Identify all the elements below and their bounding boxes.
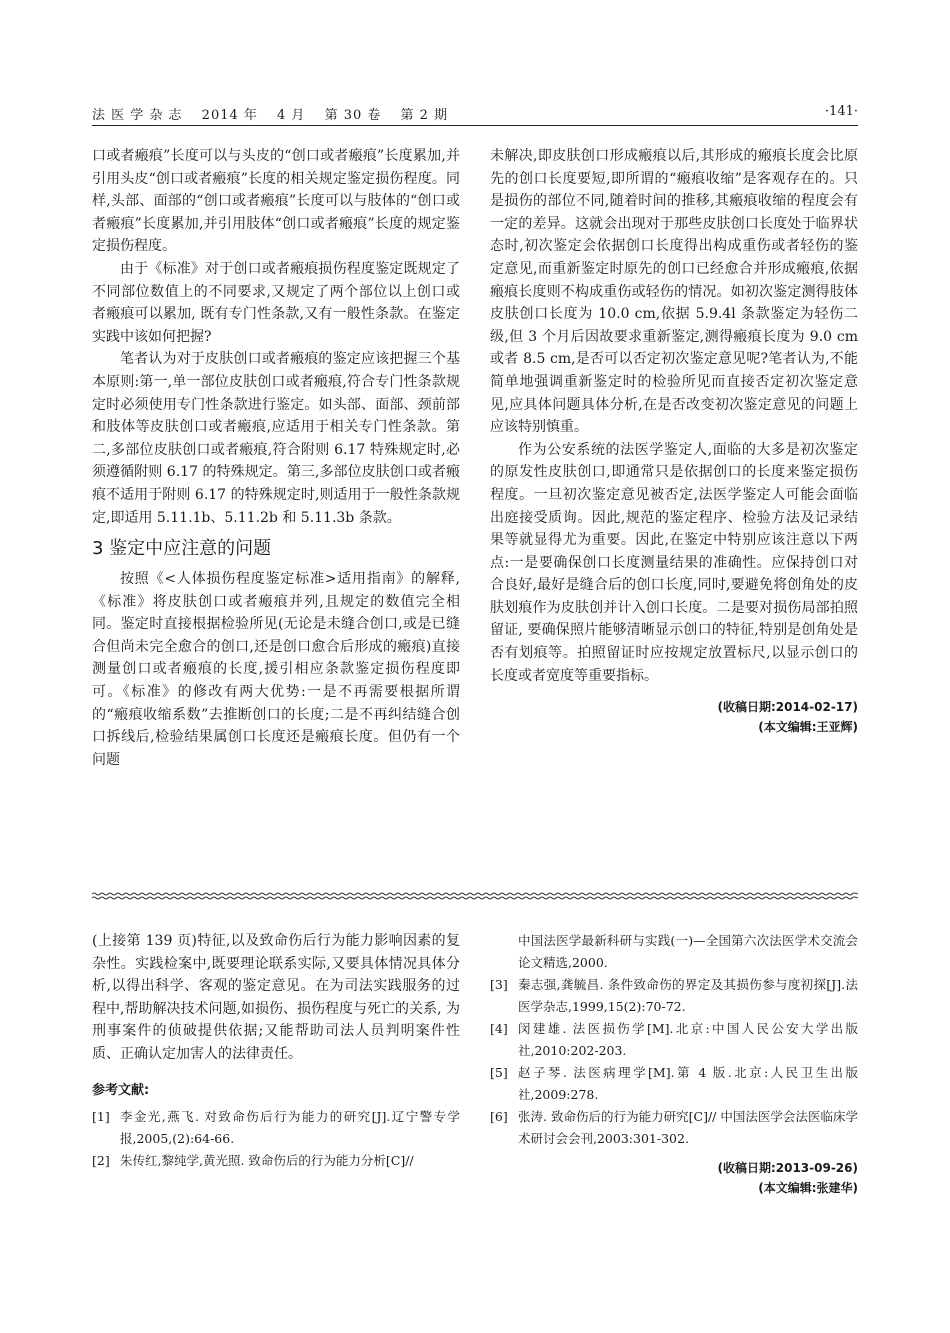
running-header xyxy=(92,104,462,123)
upper-left-column xyxy=(92,145,460,771)
issue-volume: 第 30 卷 xyxy=(324,108,382,123)
reference-text: 秦志强,龚毓昌. 条件致命伤的界定及其损伤参与度初探[J].法医学杂志,1999,15(2):70-72. xyxy=(518,977,858,1014)
issue-year: 2014 年 xyxy=(201,108,258,123)
reference-continuation: 中国法医学最新科研与实践(一)—全国第六次法医学术交流会论文精选,2000. xyxy=(518,933,858,970)
reference-item xyxy=(490,1106,858,1150)
reference-number: [6] xyxy=(490,1109,508,1124)
reference-text: 李金光,燕飞. 对致命伤后行为能力的研究[J].辽宁警专学报,2005,(2):64-66. xyxy=(120,1109,460,1147)
issue-month: 4 月 xyxy=(277,108,306,123)
header-rule xyxy=(92,125,858,126)
reference-item xyxy=(490,974,858,1018)
received-date: (收稿日期:2014-02-17) xyxy=(717,700,858,715)
paragraph: 口或者瘢痕”长度可以与头皮的“创口或者瘢痕”长度累加,并引用头皮“创口或者瘢痕”长度的相关规定鉴定损伤程度。同样,头部、面部的“创口或者瘢痕”长度可以与肢体的“创口或者瘢痕”长度累加,并引用肢体“创口或者瘢痕”长度的规定鉴定损伤程度。 xyxy=(92,148,460,255)
reference-text: 朱传红,黎纯学,黄光照. 致命伤后的行为能力分析[C]// xyxy=(120,1153,414,1169)
reference-text: 赵子琴. 法医病理学[M].第 4 版.北京:人民卫生出版社,2009:278. xyxy=(518,1065,858,1102)
reference-text: 张涛. 致命伤后的行为能力研究[C]// 中国法医学会法医临床学术研讨会会刊,2003:301-302. xyxy=(518,1109,858,1146)
journal-name: 法 医 学 杂 志 xyxy=(92,108,183,123)
paragraph: (上接第 139 页)特征,以及致命伤后行为能力影响因素的复杂性。实践检案中,既要理论联系实际,又要具体情况具体分析,以得出科学、客观的鉴定意见。在为司法实践服务的过程中,帮助解决技术问题,如损伤、损伤程度与死亡的关系, 为刑事案件的侦破提供依据;又能帮助司法人员判明案件性质、正确认定加害人的法律责任。 xyxy=(92,933,460,1062)
reference-text: 闵建雄. 法医损伤学[M].北京:中国人民公安大学出版社,2010:202-203. xyxy=(518,1021,858,1058)
received-date: (收稿日期:2013-09-26) xyxy=(717,1161,858,1175)
reference-item xyxy=(92,1106,460,1150)
paragraph: 由于《标准》对于创口或者瘢痕损伤程度鉴定既规定了不同部位数值上的不同要求,又规定了两个部位以上创口或者瘢痕可以累加, 既有专门性条款,又有一般性条款。在鉴定实践中该如何把握? xyxy=(92,260,460,345)
issue-number: 第 2 期 xyxy=(400,108,449,123)
lower-left-column xyxy=(92,930,460,1172)
paragraph: 作为公安系统的法医学鉴定人,面临的大多是初次鉴定的原发性皮肤创口,即通常只是依据创口的长度来鉴定损伤程度。一旦初次鉴定意见被否定,法医学鉴定人可能会面临出庭接受质询。因此,规范的鉴定程序、检验方法及记录结果等就显得尤为重要。因此,在鉴定中特别应该注意以下两点:一是要确保创口长度测量结果的准确性。应保持创口对合良好,最好是缝合后的创口长度,同时,要避免将创角处的皮肤划痕作为皮肤创并计入创口长度。二是要对损伤局部拍照留证, 要确保照片能够清晰显示创口的特征,特别是创角处是否有划痕等。拍照留证时应按规定放置标尺,以显示创口的长度或者宽度等重要指标。 xyxy=(490,441,858,684)
paragraph: 按照《<人体损伤程度鉴定标准>适用指南》的解释,《标准》将皮肤创口或者瘢痕并列,且规定的数值完全相同。鉴定时直接根据检验所见(无论是未缝合创口,或是已缝合但尚未完全愈合的创口,还是创口愈合后形成的瘢痕)直接测量创口或者瘢痕的长度,援引相应条款鉴定损伤程度即可。《标准》的修改有两大优势:一是不再需要根据所谓的“瘢痕收缩系数”去推断创口的长度;二是不再纠结缝合创口拆线后,检验结果属创口长度还是瘢痕长度。但仍有一个问题 xyxy=(92,571,460,768)
reference-item xyxy=(490,1062,858,1106)
reference-number: [5] xyxy=(490,1065,508,1080)
reference-number: [2] xyxy=(92,1153,110,1169)
editor-note: (本文编辑:张建华) xyxy=(758,1181,858,1195)
reference-number: [1] xyxy=(92,1109,110,1125)
upper-right-column xyxy=(490,145,858,737)
reference-number: [4] xyxy=(490,1021,508,1036)
reference-item xyxy=(92,1150,460,1172)
editor-note: (本文编辑:王亚辉) xyxy=(758,720,858,735)
page-number: ·141· xyxy=(824,104,858,119)
paragraph: 未解决,即皮肤创口形成瘢痕以后,其形成的瘢痕长度会比原先的创口长度要短,即所谓的“瘢痕收缩”是客观存在的。只是损伤的部位不同,随着时间的推移,其瘢痕收缩的程度会有一定的差异。这就会出现对于那些皮肤创口长度处于临界状态时,初次鉴定会依据创口长度得出构成重伤或者轻伤的鉴定意见,而重新鉴定时原先的创口已经愈合并形成瘢痕,依据瘢痕长度则不构成重伤或轻伤的情况。如初次鉴定测得肢体皮肤创口长度为 10.0 cm,依据 5.9.4l 条款鉴定为轻伤二级,但 3 个月后因故要求重新鉴定,测得瘢痕长度为 9.0 cm 或者 8.5 cm,是否可以否定初次鉴定意见呢?笔者认为,不能简单地强调重新鉴定时的检验所见而直接否定初次鉴定意见,应具体问题具体分析,在是否改变初次鉴定意见的问题上应该特别慎重。 xyxy=(490,148,858,436)
reference-number: [3] xyxy=(490,977,508,992)
references-title: 参考文献: xyxy=(92,1082,150,1098)
wavy-separator xyxy=(92,892,858,900)
lower-right-column xyxy=(490,930,858,1198)
section-heading: 3 鉴定中应注意的问题 xyxy=(92,538,272,560)
reference-item xyxy=(490,1018,858,1062)
paragraph: 笔者认为对于皮肤创口或者瘢痕的鉴定应该把握三个基本原则:第一,单一部位皮肤创口或者瘢痕,符合专门性条款规定时必须使用专门性条款进行鉴定。如头部、面部、颈前部和肢体等皮肤创口或者瘢痕,应适用于相关专门性条款。第二,多部位皮肤创口或者瘢痕,符合附则 6.17 特殊规定时,必须遵循附则 6.17 的特殊规定。第三,多部位皮肤创口或者瘢痕不适用于附则 6.17 的特殊规定时,则适用于一般性条款规定,即适用 5.11.1b、5.11.2b 和 5.11.3b 条款。 xyxy=(92,351,460,526)
